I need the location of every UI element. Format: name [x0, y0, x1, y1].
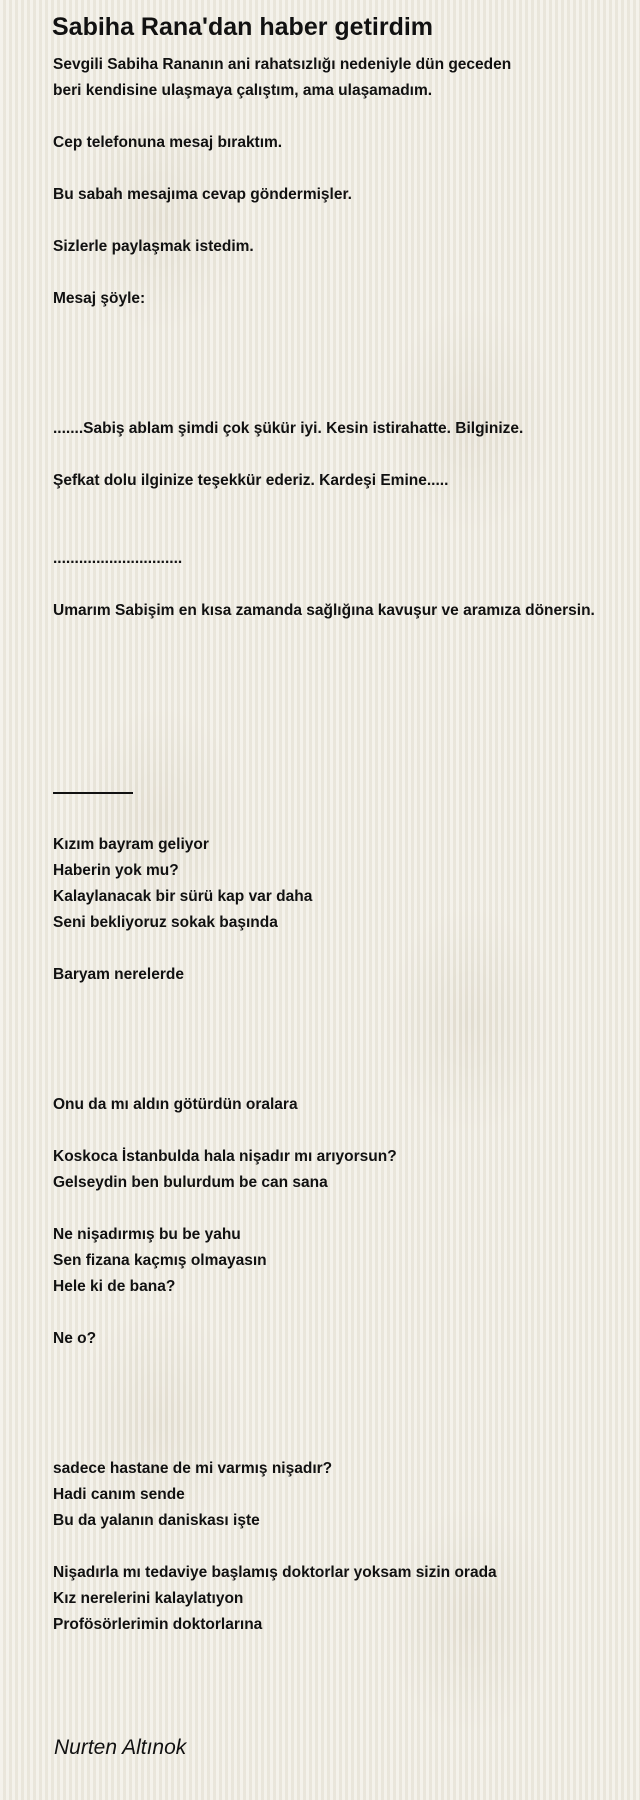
- poem-line: Sizlerle paylaşmak istedim.: [53, 238, 254, 255]
- stanza-gap: [53, 260, 633, 286]
- poem-title: Sabiha Rana'dan haber getirdim: [52, 13, 434, 41]
- poem-line: Baryam nerelerde: [53, 966, 184, 983]
- stanza-gap: [53, 806, 633, 832]
- stanza-gap: [53, 104, 633, 130]
- poem-line: Bu sabah mesajıma cevap göndermişler.: [53, 186, 352, 203]
- poem-line: Onu da mı aldın götürdün oralara: [53, 1096, 298, 1113]
- poem-author: Nurten Altınok: [54, 1736, 187, 1759]
- poem-line: Ne nişadırmış bu be yahu: [53, 1226, 241, 1243]
- poem-line: Kalaylanacak bir sürü kap var daha: [53, 888, 313, 905]
- stanza-gap: [53, 1300, 633, 1326]
- poem-line: Seni bekliyoruz sokak başında: [53, 914, 278, 931]
- poem-line: Sen fizana kaçmış olmayasın: [53, 1252, 267, 1269]
- poem-line: Bu da yalanın daniskası işte: [53, 1512, 260, 1529]
- stanza-gap: [53, 1196, 633, 1222]
- poem-line: Koskoca İstanbulda hala nişadır mı arıyorsun?: [53, 1148, 397, 1165]
- poem-line: Kız nerelerini kalaylatıyon: [53, 1590, 244, 1607]
- poem-line: Mesaj şöyle:: [53, 290, 146, 307]
- stanza-gap: [53, 442, 633, 468]
- poem-line: Haberin yok mu?: [53, 862, 179, 879]
- poem-line: sadece hastane de mi varmış nişadır?: [53, 1460, 333, 1477]
- poem-line: Ne o?: [53, 1330, 97, 1347]
- poem-line: Kızım bayram geliyor: [53, 836, 209, 853]
- poem-body: [53, 52, 633, 1638]
- poem-line: Hadi canım sende: [53, 1486, 185, 1503]
- poem-line: .......Sabiş ablam şimdi çok şükür iyi. Kesin istirahatte. Bilginize.: [53, 420, 524, 437]
- stanza-gap: [53, 988, 633, 1092]
- stanza-gap: [53, 156, 633, 182]
- stanza-gap: [53, 208, 633, 234]
- poem-line: Hele ki de bana?: [53, 1278, 176, 1295]
- poem-line: Profösörlerimin doktorlarına: [53, 1616, 263, 1633]
- section-divider: [53, 792, 133, 794]
- poem-line: beri kendisine ulaşmaya çalıştım, ama ulaşamadım.: [53, 82, 433, 99]
- stanza-gap: [53, 1118, 633, 1144]
- stanza-gap: [53, 572, 633, 598]
- stanza-gap: [53, 1352, 633, 1456]
- stanza-gap: [53, 312, 633, 416]
- poem-line: ..............................: [53, 550, 183, 567]
- poem-line: Şefkat dolu ilginize teşekkür ederiz. Kardeşi Emine.....: [53, 472, 449, 489]
- poem-line: Gelseydin ben bulurdum be can sana: [53, 1174, 328, 1191]
- poem-line: Sevgili Sabiha Rananın ani rahatsızlığı nedeniyle dün geceden: [53, 56, 512, 73]
- stanza-gap: [53, 936, 633, 962]
- stanza-gap: [53, 1534, 633, 1560]
- stanza-gap: [53, 494, 633, 546]
- poem-line: Umarım Sabişim en kısa zamanda sağlığına kavuşur ve aramıza dönersin.: [53, 602, 595, 619]
- poem-line: Nişadırla mı tedaviye başlamış doktorlar yoksam sizin orada: [53, 1564, 497, 1581]
- poem-line: Cep telefonuna mesaj bıraktım.: [53, 134, 283, 151]
- stanza-gap: [53, 624, 633, 780]
